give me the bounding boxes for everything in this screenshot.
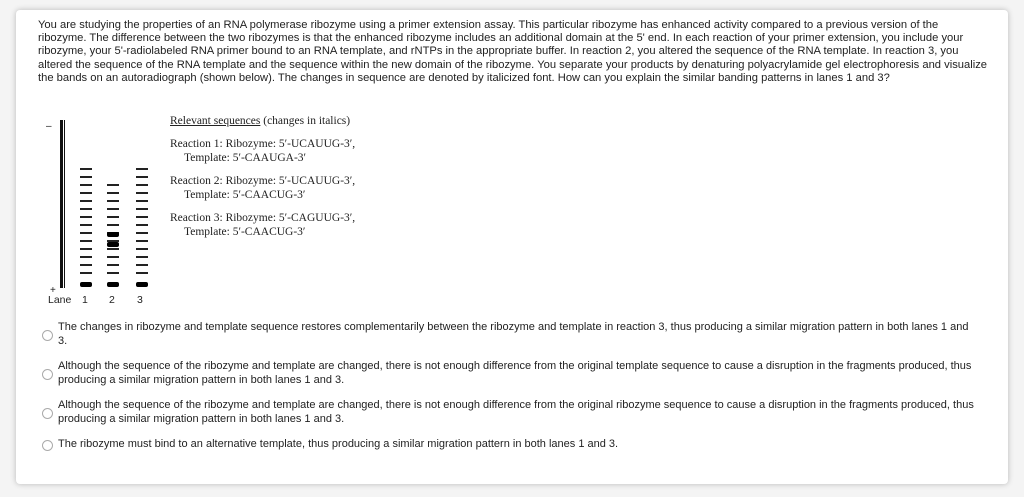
- gel-band-lane2: [107, 248, 119, 250]
- gel-band-lane1: [80, 208, 92, 210]
- gel-band-lane1: [80, 256, 92, 258]
- answer-option-1-text: The changes in ribozyme and template sequence restores complementarily between the ribozyme and template in reaction 3, thus producing a similar migration pattern in both lanes 1 and 3.: [58, 321, 969, 347]
- gel-band-lane2: [107, 272, 119, 274]
- gel-band-lane3: [136, 272, 148, 274]
- gel-band-strong-lane1: [80, 282, 92, 287]
- gel-band-lane3: [136, 168, 148, 170]
- answer-option-4-text: The ribozyme must bind to an alternative template, thus producing a similar migration pattern in both lanes 1 and 3.: [58, 438, 619, 450]
- question-text: You are studying the properties of an RNA polymerase ribozyme using a primer extension assay. This particular ribozyme has enhanced activity compared to a previous version of the ribozyme. The difference between the two ribozymes is that the enhanced ribozyme includes an additional domain at the 5' end. In each reaction of your primer extension, you include your ribozyme, your 5'-radiolabeled RNA primer bound to an RNA template, and rNTPs in the appropriate buffer. In reaction 2, you altered the sequence of the RNA template. In reaction 3, you altered the sequence of the RNA template and the sequence within the new domain of the ribozyme. You separate your products by denaturing polyacrylamide gel electrophoresis and visualize the bands on an autoradiograph (shown below). The changes in sequence are denoted by italicized font. How can you explain the similar banding patterns in lanes 1 and 3?: [38, 19, 988, 84]
- gel-band-lane1: [80, 192, 92, 194]
- gel-band-lane3: [136, 216, 148, 218]
- gel-band-lane3: [136, 248, 148, 250]
- gel-band-lane1: [80, 176, 92, 178]
- reaction-3-template: Template: 5′-CAACUG-3′: [184, 226, 306, 238]
- gel-band-lane1: [80, 264, 92, 266]
- gel-band-strong-lane3: [136, 282, 148, 287]
- gel-band-lane3: [136, 192, 148, 194]
- lane-label-3: 3: [137, 294, 143, 306]
- gel-band-lane2: [107, 264, 119, 266]
- answer-options: [40, 321, 980, 464]
- radio-button-1[interactable]: [42, 330, 53, 341]
- gel-band-lane2: [107, 192, 119, 194]
- gel-band-lane3: [136, 240, 148, 242]
- gel-band-strong-lane2: [107, 232, 119, 237]
- gel-band-lane1: [80, 240, 92, 242]
- reaction-2-template: Template: 5′-CAACUG-3′: [184, 189, 306, 201]
- gel-band-lane3: [136, 200, 148, 202]
- gel-band-lane1: [80, 232, 92, 234]
- reaction-1-ribozyme: Reaction 1: Ribozyme: 5′-UCAUUG-3′,: [170, 137, 356, 150]
- lane-label-2: 2: [109, 294, 115, 306]
- gel-autoradiograph: [46, 118, 176, 308]
- gel-band-lane3: [136, 232, 148, 234]
- gel-band-lane3: [136, 224, 148, 226]
- gel-band-lane2: [107, 224, 119, 226]
- gel-left-border: [60, 120, 63, 288]
- gel-band-lane2: [107, 216, 119, 218]
- gel-band-lane1: [80, 200, 92, 202]
- gel-band-lane1: [80, 216, 92, 218]
- gel-plus-sign: +: [50, 285, 56, 296]
- answer-option-4[interactable]: [40, 438, 980, 452]
- radio-button-4[interactable]: [42, 440, 53, 451]
- lane-label-1: 1: [82, 294, 88, 306]
- sequences-title: Relevant sequences: [170, 115, 261, 127]
- answer-option-3[interactable]: [40, 399, 980, 426]
- answer-option-1[interactable]: [40, 321, 980, 348]
- gel-band-lane1: [80, 184, 92, 186]
- reaction-3-ribozyme: Reaction 3: Ribozyme: 5′-CAGUUG-3′,: [170, 211, 356, 224]
- gel-minus-sign: –: [46, 121, 52, 132]
- question-card: [16, 10, 1008, 484]
- gel-band-lane3: [136, 264, 148, 266]
- gel-band-lane2: [107, 256, 119, 258]
- gel-band-lane1: [80, 272, 92, 274]
- sequences-title-note: (changes in italics): [263, 115, 351, 127]
- gel-band-lane1: [80, 168, 92, 170]
- gel-left-border-inner: [64, 120, 65, 288]
- gel-band-lane3: [136, 256, 148, 258]
- gel-band-lane2: [107, 208, 119, 210]
- radio-button-3[interactable]: [42, 408, 53, 419]
- reaction-2-ribozyme: Reaction 2: Ribozyme: 5′-UCAUUG-3′,: [170, 174, 356, 187]
- answer-option-2[interactable]: [40, 360, 980, 387]
- gel-band-strong-lane2: [107, 282, 119, 287]
- gel-band-lane3: [136, 184, 148, 186]
- relevant-sequences: [170, 114, 355, 240]
- gel-band-lane2: [107, 200, 119, 202]
- gel-band-lane1: [80, 248, 92, 250]
- gel-band-lane2: [107, 184, 119, 186]
- gel-band-lane1: [80, 224, 92, 226]
- answer-option-3-text: Although the sequence of the ribozyme and template are changed, there is not enough difference from the original ribozyme sequence to cause a disruption in the fragments produced, thus producing a similar migration pattern in both lanes 1 and 3.: [58, 399, 974, 425]
- answer-option-2-text: Although the sequence of the ribozyme and template are changed, there is not enough difference from the original template sequence to cause a disruption in the fragments produced, thus producing a similar migration pattern in both lanes 1 and 3.: [58, 360, 972, 386]
- gel-band-lane3: [136, 208, 148, 210]
- lane-word: Lane: [48, 294, 72, 306]
- radio-button-2[interactable]: [42, 369, 53, 380]
- gel-band-strong-lane2: [107, 242, 119, 247]
- reaction-1-template: Template: 5′-CAAUGA-3′: [184, 152, 307, 164]
- gel-band-lane3: [136, 176, 148, 178]
